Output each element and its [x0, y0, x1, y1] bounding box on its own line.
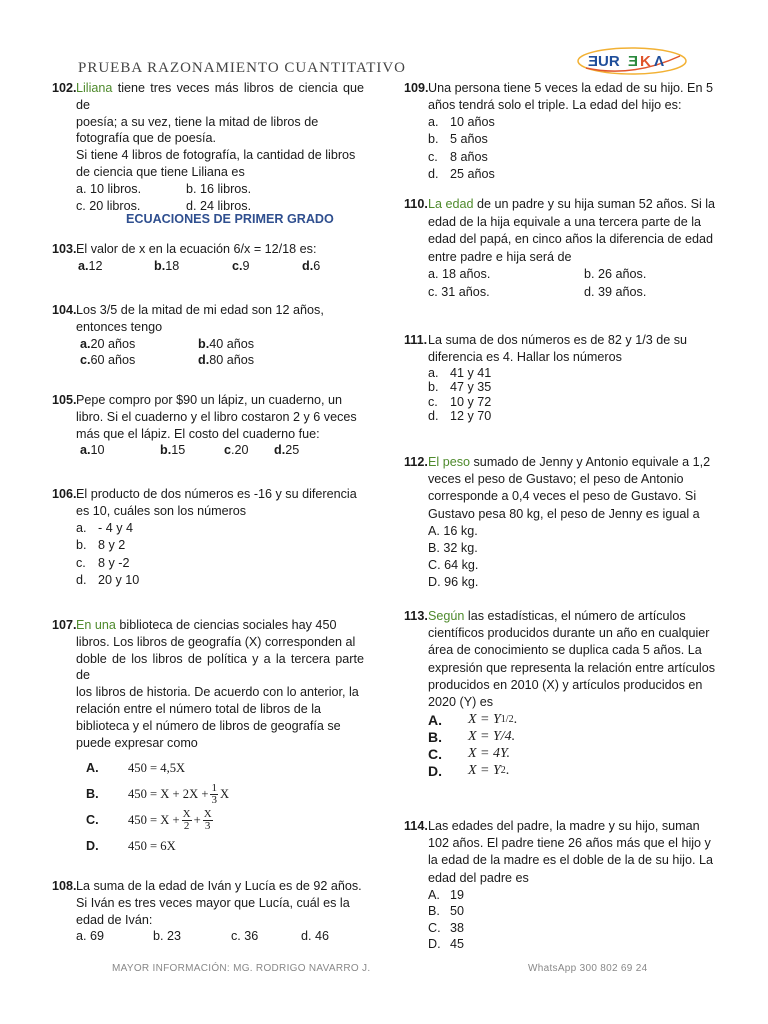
question-text: Si Iván es tres veces mayor que Lucía, cuál es la [76, 895, 350, 910]
question-number: 104. [52, 303, 77, 317]
question-104 [52, 302, 364, 369]
question-number: 102. [52, 81, 77, 95]
question-text: tiene tres veces más libros de ciencia que de [76, 81, 364, 112]
option-a: a. 10 años [428, 114, 495, 129]
question-text: puede expresar como [76, 735, 198, 750]
option-c: c. 8 y -2 [76, 555, 130, 570]
option-c: C. X = 4Y. [428, 746, 510, 763]
question-text: producidos en 2010 (X) y artículos producidos en [428, 677, 703, 692]
section-heading: ECUACIONES DE PRIMER GRADO [126, 212, 334, 226]
question-text: sumado de Jenny y Antonio equivale a 1,2 [470, 455, 711, 469]
option-c: C. 38 [428, 920, 465, 935]
footer-contact: MAYOR INFORMACIÓN: MG. RODRIGO NAVARRO J. [112, 963, 371, 974]
question-text: científicos producidos durante un año en cualquier [428, 626, 710, 641]
question-text: biblioteca y el número de libros de geografía se [76, 718, 341, 733]
svg-text:ƎUR: ƎUR [588, 53, 620, 70]
option-d: D. 45 [428, 937, 465, 952]
question-text: fotografía que de poesía. [76, 131, 217, 146]
question-text: veces el peso de Gustavo; el peso de Antonio [428, 472, 684, 487]
option-d: d. 12 y 70 [428, 409, 492, 424]
highlight-text: Liliana [76, 81, 113, 95]
question-text: poesía; a su vez, tiene la mitad de libros de [76, 114, 319, 129]
question-text: edad de Iván: [76, 912, 153, 927]
footer-whatsapp: WhatsApp 300 802 69 24 [528, 963, 648, 974]
question-113 [404, 608, 716, 780]
svg-text:Ǝ: Ǝ [628, 53, 639, 70]
option-c: C. 450 = X + $\frac{X}{2}$ + $\frac{X}{3}$ [86, 807, 212, 832]
question-number: 109. [404, 81, 429, 95]
option-c: c. 10 y 72 [428, 394, 492, 409]
question-text: la edad de la madre es el doble de la de su hijo. La [428, 853, 713, 868]
question-text: 102 años. El padre tiene 26 años más que el hijo y [428, 836, 711, 851]
question-number: 111. [404, 333, 428, 347]
option-b: B. 32 kg. [428, 541, 478, 556]
option-b: b.40 años [198, 336, 255, 351]
question-text: las estadísticas, el número de artículos [464, 609, 686, 623]
question-text: El producto de dos números es -16 y su diferencia [76, 487, 357, 501]
svg-text:Λ: Λ [654, 53, 665, 70]
question-text: 2020 (Y) es [428, 695, 494, 710]
option-d: d. 24 libros. [186, 198, 252, 213]
question-text: libros. Los libros de geografía (X) corresponden al [76, 634, 356, 649]
option-d: D. 96 kg. [428, 575, 479, 590]
question-106 [52, 486, 364, 590]
option-b: b. 23 [153, 929, 182, 944]
option-a: A. X = Y 1/2 . [428, 712, 518, 729]
question-text: Pepe compro por $90 un lápiz, un cuaderno, un [76, 393, 343, 407]
question-114 [404, 818, 716, 953]
question-text: entonces tengo [76, 319, 163, 334]
question-number: 105. [52, 393, 77, 407]
option-a: A. 16 kg. [428, 523, 478, 538]
question-text: diferencia es 4. Hallar los números [428, 349, 622, 364]
option-a: a.10 [80, 443, 105, 458]
question-text: Si tiene 4 libros de fotografía, la cantidad de libros [76, 148, 356, 163]
question-text: Las edades del padre, la madre y su hijo, suman [428, 819, 700, 833]
question-number: 113. [404, 609, 428, 623]
question-text: Los 3/5 de la mitad de mi edad son 12 años, [76, 303, 324, 317]
option-b: b.18 [154, 258, 180, 273]
question-text: de ciencia que tiene Liliana es [76, 164, 245, 179]
option-b: b.15 [160, 443, 186, 458]
question-text: biblioteca de ciencias sociales hay 450 [115, 618, 337, 632]
highlight-text: La edad [428, 197, 474, 211]
highlight-text: El peso [428, 455, 471, 469]
question-text: relación entre el número total de libros de la [76, 701, 322, 716]
option-d: d.80 años [198, 353, 255, 368]
highlight-text: Según [428, 609, 465, 623]
question-text: La suma de la edad de Iván y Lucía es de 92 años. [76, 879, 362, 893]
question-text: es 10, cuáles son los números [76, 503, 247, 518]
question-109 [404, 80, 716, 184]
question-103 [52, 241, 364, 275]
option-a: a. - 4 y 4 [76, 520, 133, 535]
option-b: B. X = Y/4. [428, 729, 516, 746]
option-c: c. 20 libros. [76, 198, 141, 213]
question-text: Gustavo pesa 80 kg, el peso de Jenny es igual a [428, 506, 700, 521]
question-text: edad del papá, en cinco años la diferencia de edad [428, 232, 713, 246]
question-105 [52, 392, 364, 459]
question-text: expresión que representa la relación entre artículos [428, 660, 716, 675]
question-text: Una persona tiene 5 veces la edad de su hijo. En 5 [428, 81, 713, 95]
question-text: los libros de historia. De acuerdo con lo anterior, la [76, 685, 359, 700]
question-number: 112. [404, 455, 428, 469]
option-c: c.60 años [80, 353, 136, 368]
highlight-text: En una [76, 618, 116, 632]
option-d: d. 25 años [428, 167, 495, 182]
question-number: 110. [404, 197, 428, 211]
option-c: c.9 [232, 258, 250, 273]
page-title: PRUEBA RAZONAMIENTO CUANTITATIVO [78, 60, 407, 76]
question-text: El valor de x en la ecuación 6/x = 12/18 es: [76, 242, 317, 256]
option-d: d. 39 años. [584, 284, 647, 299]
question-110 [404, 196, 716, 301]
question-107 [52, 617, 364, 859]
option-c: C. 64 kg. [428, 558, 479, 573]
question-112 [404, 454, 716, 592]
option-b: b. 47 y 35 [428, 380, 492, 395]
question-text: doble de los libros de política y a la tercera parte de [76, 651, 364, 683]
question-text: La suma de dos números es de 82 y 1/3 de su [428, 333, 688, 347]
question-text: área de conocimiento se duplica cada 5 años. La [428, 643, 702, 658]
question-text: edad del padre es [428, 870, 529, 885]
question-text: edad de la hija equivale a una tercera parte de la [428, 214, 702, 229]
option-d: D. X = Y 2 . [428, 763, 510, 780]
option-b: b. 8 y 2 [76, 538, 126, 553]
question-text: años tendrá solo el triple. La edad del hijo es: [428, 97, 682, 112]
eureka-logo [576, 46, 688, 76]
option-c: c. 8 años [428, 149, 488, 164]
question-111 [404, 332, 716, 424]
question-number: 103. [52, 242, 77, 256]
question-text: corresponde a 0,4 veces el peso de Gustavo. Si [428, 489, 697, 504]
option-c: c. 36 [231, 929, 259, 944]
option-d: D. 450 = 6X [86, 838, 176, 853]
svg-text:K: K [640, 53, 651, 70]
option-c: c. 31 años. [428, 284, 490, 299]
option-a: a. 69 [76, 929, 105, 944]
option-a: A. 450 = 4,5X [86, 760, 186, 775]
option-d: d.25 [274, 443, 300, 458]
option-d: d. 20 y 10 [76, 573, 140, 588]
question-number: 114. [404, 819, 428, 833]
question-text: más que el lápiz. El costo del cuaderno fue: [76, 426, 320, 441]
question-text: entre padre e hija será de [428, 249, 572, 264]
option-b: b. 16 libros. [186, 181, 252, 196]
question-text: de un padre y su hija suman 52 años. Si la [473, 197, 716, 211]
option-b: b. 26 años. [584, 267, 647, 281]
question-108 [52, 878, 364, 945]
option-a: A. 19 [428, 887, 465, 902]
question-number: 106. [52, 487, 77, 501]
option-a: a. 41 y 41 [428, 365, 492, 380]
option-a: a. 10 libros. [76, 181, 142, 196]
option-b: B. 50 [428, 904, 465, 919]
option-a: a. 18 años. [428, 267, 491, 281]
option-d: d.6 [302, 258, 321, 273]
option-a: a.20 años [80, 336, 136, 351]
question-102 [52, 80, 364, 214]
option-a: a.12 [78, 258, 103, 273]
question-number: 108. [52, 879, 77, 893]
question-text: libro. Si el cuaderno y el libro costaron 2 y 6 veces [76, 409, 357, 424]
option-c: c.20 [224, 443, 249, 458]
question-number: 107. [52, 618, 77, 632]
option-d: d. 46 [301, 929, 330, 944]
option-b: b. 5 años [428, 132, 488, 147]
option-b: B. 450 = X + 2X + $\frac{1}{3}$ X [86, 781, 230, 806]
